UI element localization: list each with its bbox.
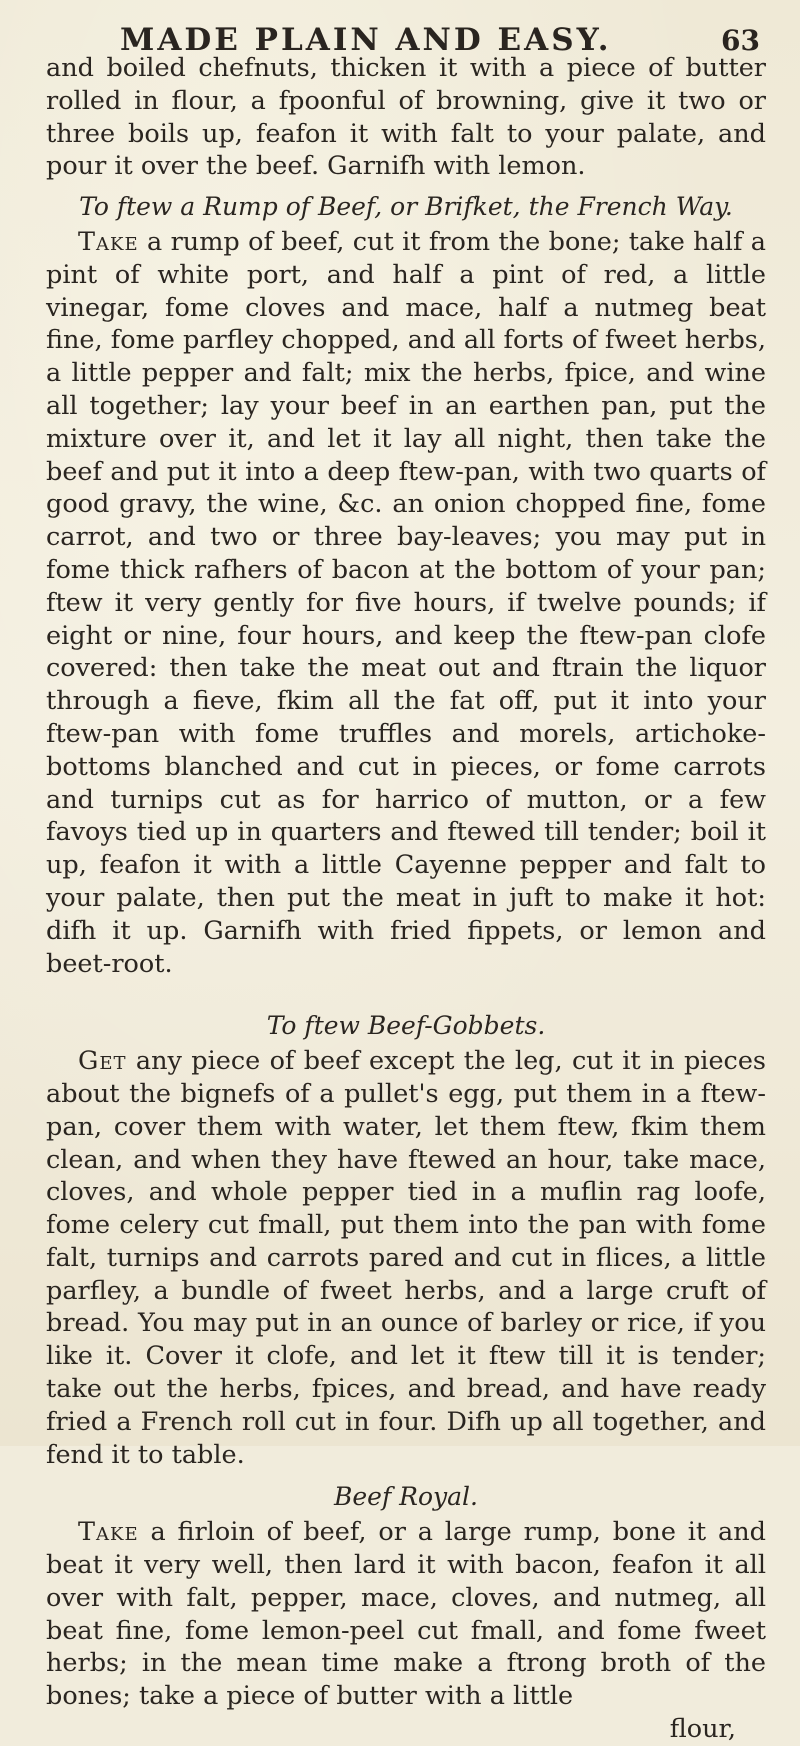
- recipe-text: a rump of beef, cut it from the bone; take half a pint of white port, and half a pint of red, a little vinegar, fome cloves and mace, half a nutmeg beat fine, fome parfley chopped, and all forts of fweet herbs, a little pepper and falt; mix the herbs, fpice, and wine all together; lay your beef in an earthen pan, put the mixture over it, and let it lay all night, then take the beef and put it into a deep ftew-pan, with two quarts of good gravy, the wine, &c. an onion chopped fine, fome carrot, and two or three bay-leaves; you may put in fome thick rafhers of bacon at the bottom of your pan; ftew it very gently for five hours, if twelve pounds; if eight or nine, four hours, and keep the ftew-pan clofe covered: then take the meat out and ftrain the liquor through a fieve, fkim all the fat off, put it into your ftew-pan with fome truffles and morels, artichoke-bottoms blanched and cut in pieces, or fome carrots and turnips cut as for harrico of mutton, or a few favoys tied up in quarters and ftewed till tender; boil it up, feafon it with a little Cayenne pepper and falt to your palate, then put the meat in juft to make it hot: difh it up. Garnifh with fried fippets, or lemon and beet-root.: [46, 226, 766, 979]
- recipe-body-beef-gobbets: [46, 1045, 766, 1471]
- recipe-body-beef-royal: [46, 1516, 766, 1713]
- recipe-title-beef-gobbets: To ftew Beef-Gobbets.: [266, 1011, 546, 1041]
- recipe-text: a firloin of beef, or a large rump, bone it and beat it very well, then lard it with bacon, feafon it all over with falt, pepper, mace, cloves, and nutmeg, all beat fine, fome lemon-peel cut fmall, and fome fweet herbs; in the mean time make a ftrong broth of the bones; take a piece of butter with a little: [46, 1517, 766, 1712]
- running-title: MADE PLAIN AND EASY.: [120, 22, 612, 58]
- recipe-lead-word: Take: [78, 1517, 139, 1548]
- recipe-lead-word: Take: [78, 226, 139, 257]
- recipe-title-rump-of-beef: To ftew a Rump of Beef, or Brifket, the French Way.: [79, 192, 733, 222]
- recipe-lead-word: Get: [78, 1046, 127, 1077]
- page-number: 63: [721, 24, 760, 57]
- page-text: [46, 52, 766, 1746]
- recipe-body-rump-of-beef: [46, 226, 766, 980]
- recipe-title-beef-royal: Beef Royal.: [333, 1482, 478, 1512]
- intro-continuation-paragraph: and boiled chefnuts, thicken it with a piece of butter rolled in flour, a fpoonful of browning, give it two or three boils up, feafon it with falt to your palate, and pour it over the beef. Garnifh with lemon.: [46, 53, 766, 182]
- recipe-text: any piece of beef except the leg, cut it in pieces about the bignefs of a pullet's egg, put them in a ftew-pan, cover them with water, let them ftew, fkim them clean, and when they have ftewed an hour, take mace, cloves, and whole pepper tied in a muflin rag loofe, fome celery cut fmall, put them into the pan with fome falt, turnips and carrots pared and cut in flices, a little parfley, a bundle of fweet herbs, and a large cruft of bread. You may put in an ounce of barley or rice, if you like it. Cover it clofe, and let it ftew till it is tender; take out the herbs, fpices, and bread, and have ready fried a French roll cut in four. Difh up all together, and fend it to table.: [46, 1046, 766, 1470]
- catchword: flour,: [669, 1714, 736, 1745]
